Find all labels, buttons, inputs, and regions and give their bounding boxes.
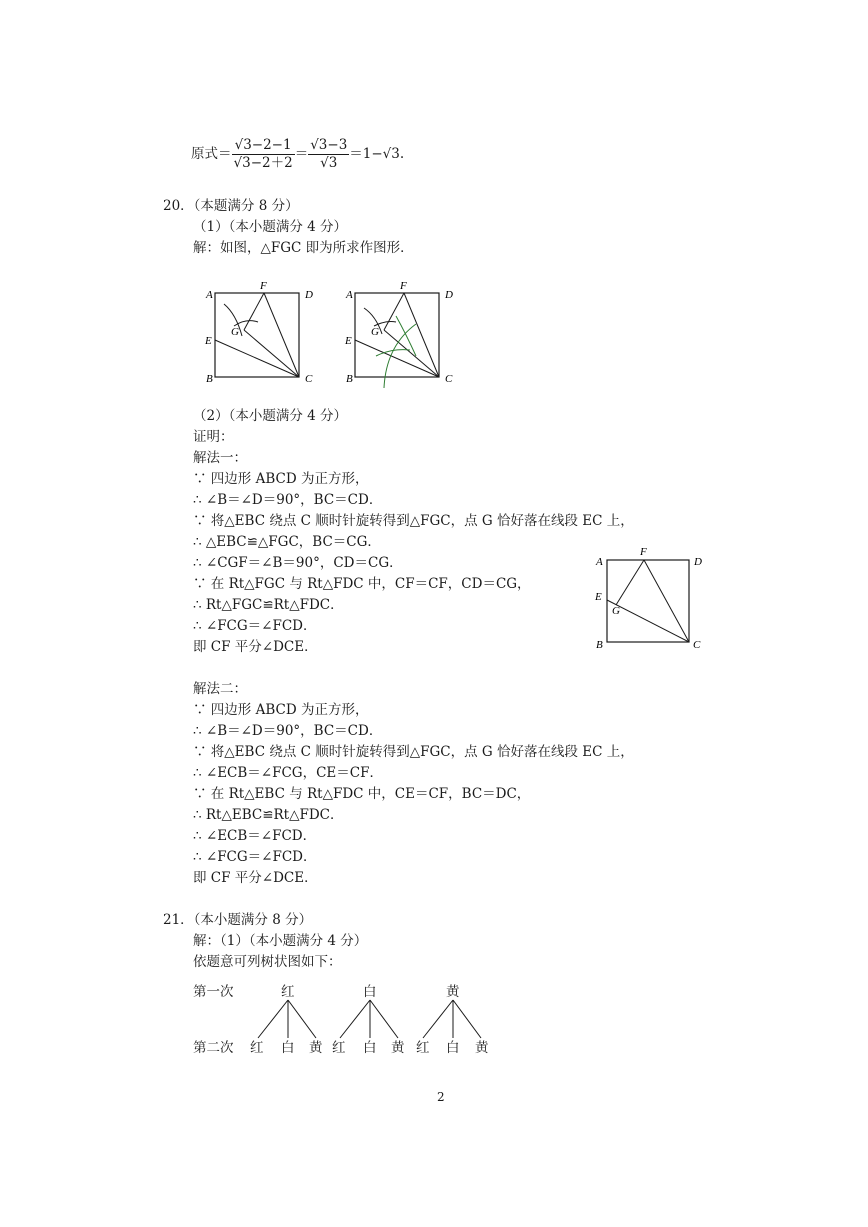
method2-line: ∴ ∠FCG＝∠FCD． bbox=[193, 849, 317, 865]
label-c: C bbox=[445, 373, 453, 385]
method1-line: ∵ 四边形 ABCD 为正方形， bbox=[193, 471, 369, 487]
formula-line bbox=[191, 134, 404, 174]
fraction-2-denominator: √3 bbox=[320, 155, 338, 171]
tree-row2-label: 第二次 bbox=[193, 1040, 234, 1056]
proof-figure bbox=[590, 540, 715, 655]
method1-line: 即 CF 平分∠DCE． bbox=[193, 639, 318, 655]
segment-fg bbox=[244, 293, 264, 330]
method2-line: ∵ 四边形 ABCD 为正方形， bbox=[193, 702, 369, 718]
segment-fg bbox=[616, 560, 644, 605]
label-e: E bbox=[345, 335, 352, 347]
label-d: D bbox=[305, 289, 313, 301]
construction-figure-1 bbox=[200, 276, 325, 388]
tree-leaf: 黄 bbox=[475, 1040, 489, 1056]
formula-result: ＝1−√3. bbox=[349, 146, 405, 162]
label-a: A bbox=[346, 289, 353, 301]
method2-title: 解法二： bbox=[193, 681, 247, 697]
q21-part1: 解：（1）（本小题满分 4 分） bbox=[193, 933, 368, 949]
label-b: B bbox=[596, 639, 603, 651]
tree-first-white: 白 bbox=[363, 984, 377, 1000]
method1-line: ∴ ∠CGF＝∠B＝90°，CD＝CG． bbox=[193, 555, 403, 571]
green-arc-3 bbox=[376, 350, 410, 356]
proof-label: 证明： bbox=[193, 429, 234, 445]
tree-first-red: 红 bbox=[281, 984, 295, 1000]
tree-branches bbox=[240, 998, 500, 1040]
label-f: F bbox=[260, 280, 267, 292]
tree-leaf: 白 bbox=[363, 1040, 377, 1056]
label-b: B bbox=[346, 373, 353, 385]
segment-fc bbox=[644, 560, 689, 642]
tree-leaf: 黄 bbox=[309, 1040, 323, 1056]
segment-gc bbox=[244, 330, 299, 377]
construction-figure-2 bbox=[340, 276, 465, 392]
method2-line: ∴ Rt△EBC≌Rt△FDC． bbox=[193, 807, 344, 823]
fraction-1-numerator: √3−2−1 bbox=[232, 137, 295, 155]
tree-leaf: 红 bbox=[416, 1040, 430, 1056]
label-g: G bbox=[231, 326, 239, 338]
label-c: C bbox=[305, 373, 313, 385]
fraction-2-numerator: √3−3 bbox=[310, 137, 348, 153]
square-abcd bbox=[607, 560, 689, 642]
tree-leaf: 白 bbox=[281, 1040, 295, 1056]
tree-row1-label: 第一次 bbox=[193, 984, 234, 1000]
tree-leaf: 红 bbox=[332, 1040, 346, 1056]
q20-part1-answer: 解：如图，△FGC 即为所求作图形． bbox=[193, 240, 414, 256]
method2-line: ∴ ∠ECB＝∠FCD． bbox=[193, 828, 317, 844]
tree-leaf: 白 bbox=[446, 1040, 460, 1056]
label-d: D bbox=[445, 289, 453, 301]
formula-equals: ＝ bbox=[294, 146, 309, 162]
q20-part1-heading: （1）（本小题满分 4 分） bbox=[193, 219, 348, 235]
method1-line: ∴ △EBC≌△FGC，BC＝CG． bbox=[193, 534, 381, 550]
label-a: A bbox=[206, 289, 213, 301]
q20-part2-heading: （2）（本小题满分 4 分） bbox=[193, 408, 348, 424]
method2-line: ∴ ∠B＝∠D＝90°，BC＝CD． bbox=[193, 723, 383, 739]
q21-intro: 依题意可列树状图如下： bbox=[193, 954, 342, 970]
method1-title: 解法一： bbox=[193, 450, 247, 466]
label-a: A bbox=[596, 556, 603, 568]
tree-leaf: 黄 bbox=[391, 1040, 405, 1056]
label-g: G bbox=[612, 605, 620, 617]
label-b: B bbox=[206, 373, 213, 385]
label-d: D bbox=[694, 556, 702, 568]
formula-prefix: 原式＝ bbox=[191, 146, 232, 162]
q20-heading: 20．（本题满分 8 分） bbox=[163, 198, 299, 214]
fraction-2 bbox=[308, 137, 349, 172]
method1-line: ∵ 在 Rt△FGC 与 Rt△FDC 中，CF＝CF，CD＝CG， bbox=[193, 576, 531, 592]
tree-leaf: 红 bbox=[250, 1040, 264, 1056]
page-number: 2 bbox=[437, 1090, 445, 1104]
tree-first-yellow: 黄 bbox=[446, 984, 460, 1000]
label-f: F bbox=[640, 546, 647, 558]
q21-heading: 21．（本小题满分 8 分） bbox=[163, 912, 313, 928]
label-f: F bbox=[400, 280, 407, 292]
label-e: E bbox=[595, 591, 602, 603]
method1-line: ∴ Rt△FGC≌Rt△FDC． bbox=[193, 597, 344, 613]
method2-line: ∵ 将△EBC 绕点 C 顺时针旋转得到△FGC，点 G 恰好落在线段 EC 上， bbox=[193, 744, 634, 760]
method2-line: ∴ ∠ECB＝∠FCG，CE＝CF． bbox=[193, 765, 383, 781]
label-e: E bbox=[205, 335, 212, 347]
method1-line: ∴ ∠B＝∠D＝90°，BC＝CD． bbox=[193, 492, 383, 508]
label-c: C bbox=[693, 639, 701, 651]
method2-line: 即 CF 平分∠DCE． bbox=[193, 870, 318, 886]
method1-line: ∴ ∠FCG＝∠FCD． bbox=[193, 618, 317, 634]
label-g: G bbox=[371, 326, 379, 338]
method1-line: ∵ 将△EBC 绕点 C 顺时针旋转得到△FGC，点 G 恰好落在线段 EC 上， bbox=[193, 513, 634, 529]
method2-line: ∵ 在 Rt△EBC 与 Rt△FDC 中，CE＝CF，BC＝DC， bbox=[193, 786, 531, 802]
fraction-1-denominator: √3−2＋2 bbox=[233, 155, 293, 171]
fraction-1 bbox=[232, 137, 295, 172]
